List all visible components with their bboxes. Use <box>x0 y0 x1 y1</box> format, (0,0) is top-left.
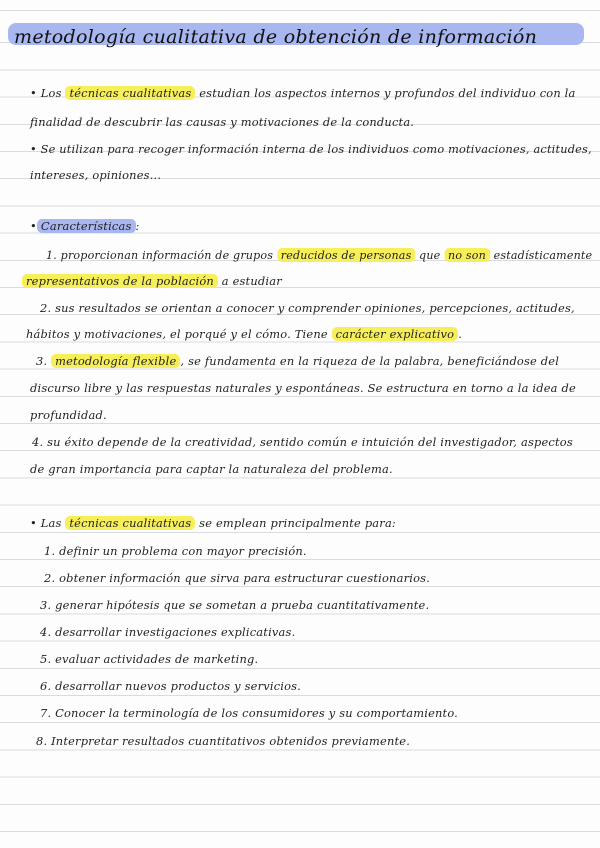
char-line-2: representativos de la población a estudiar <box>22 274 282 288</box>
bullet: • <box>30 142 37 156</box>
bullet: • <box>30 516 37 530</box>
highlight-caracteristicas: Características <box>37 219 136 233</box>
list-item: 2. obtener información que sirva para estructurar cuestionarios. <box>44 571 430 585</box>
list-item: 4. desarrollar investigaciones explicativas. <box>40 625 296 639</box>
intro-line-1: • Los técnicas cualitativas estudian los aspectos internos y profundos del individuo con la <box>30 86 576 100</box>
intro-line-3: • Se utilizan para recoger información interna de los individuos como motivaciones, actitudes, <box>30 142 592 156</box>
characteristics-heading: • Características : <box>30 219 140 233</box>
bullet: • <box>30 219 37 233</box>
highlight-representativos: representativos de la población <box>22 274 218 288</box>
highlight-tecnicas: técnicas cualitativas <box>65 86 195 100</box>
char-line-4: hábitos y motivaciones, el porqué y el cómo. Tiene carácter explicativo . <box>26 327 463 341</box>
highlight-metodologia: metodología flexible <box>51 354 180 368</box>
list-item: 5. evaluar actividades de marketing. <box>40 652 259 666</box>
char-line-5: 3. metodología flexible , se fundamenta en la riqueza de la palabra, beneficiándose del <box>36 354 560 368</box>
list-item: 3. generar hipótesis que se sometan a prueba cuantitativamente. <box>40 598 430 612</box>
list-item: 8. Interpretar resultados cuantitativos obtenidos previamente. <box>36 734 411 748</box>
list-item: 6. desarrollar nuevos productos y servicios. <box>40 679 302 693</box>
bullet: • <box>30 86 37 100</box>
char-line-6: discurso libre y las respuestas naturales y espontáneas. Se estructura en torno a la idea de <box>30 381 576 395</box>
uses-heading: • Las técnicas cualitativas se emplean principalmente para: <box>30 516 396 530</box>
highlight-tecnicas-2: técnicas cualitativas <box>65 516 195 530</box>
char-line-1: 1. proporcionan información de grupos reducidos de personas que no son estadísticamente <box>46 248 593 262</box>
highlight-reducidos: reducidos de personas <box>277 248 415 262</box>
char-line-7: profundidad. <box>30 408 107 422</box>
char-line-3: 2. sus resultados se orientan a conocer y comprender opiniones, percepciones, actitudes, <box>40 301 575 315</box>
char-line-9: de gran importancia para captar la naturaleza del problema. <box>30 462 393 476</box>
intro-line-4: intereses, opiniones... <box>30 168 162 182</box>
page-title: metodología cualitativa de obtención de información <box>14 26 538 48</box>
list-item: 1. definir un problema con mayor precisión. <box>44 544 307 558</box>
highlight-caracter: carácter explicativo <box>332 327 459 341</box>
char-line-8: 4. su éxito depende de la creatividad, sentido común e intuición del investigador, aspectos <box>32 435 573 449</box>
intro-line-2: finalidad de descubrir las causas y motivaciones de la conducta. <box>30 115 415 129</box>
list-item: 7. Conocer la terminología de los consumidores y su comportamiento. <box>40 706 459 720</box>
highlight-no-son: no son <box>444 248 490 262</box>
